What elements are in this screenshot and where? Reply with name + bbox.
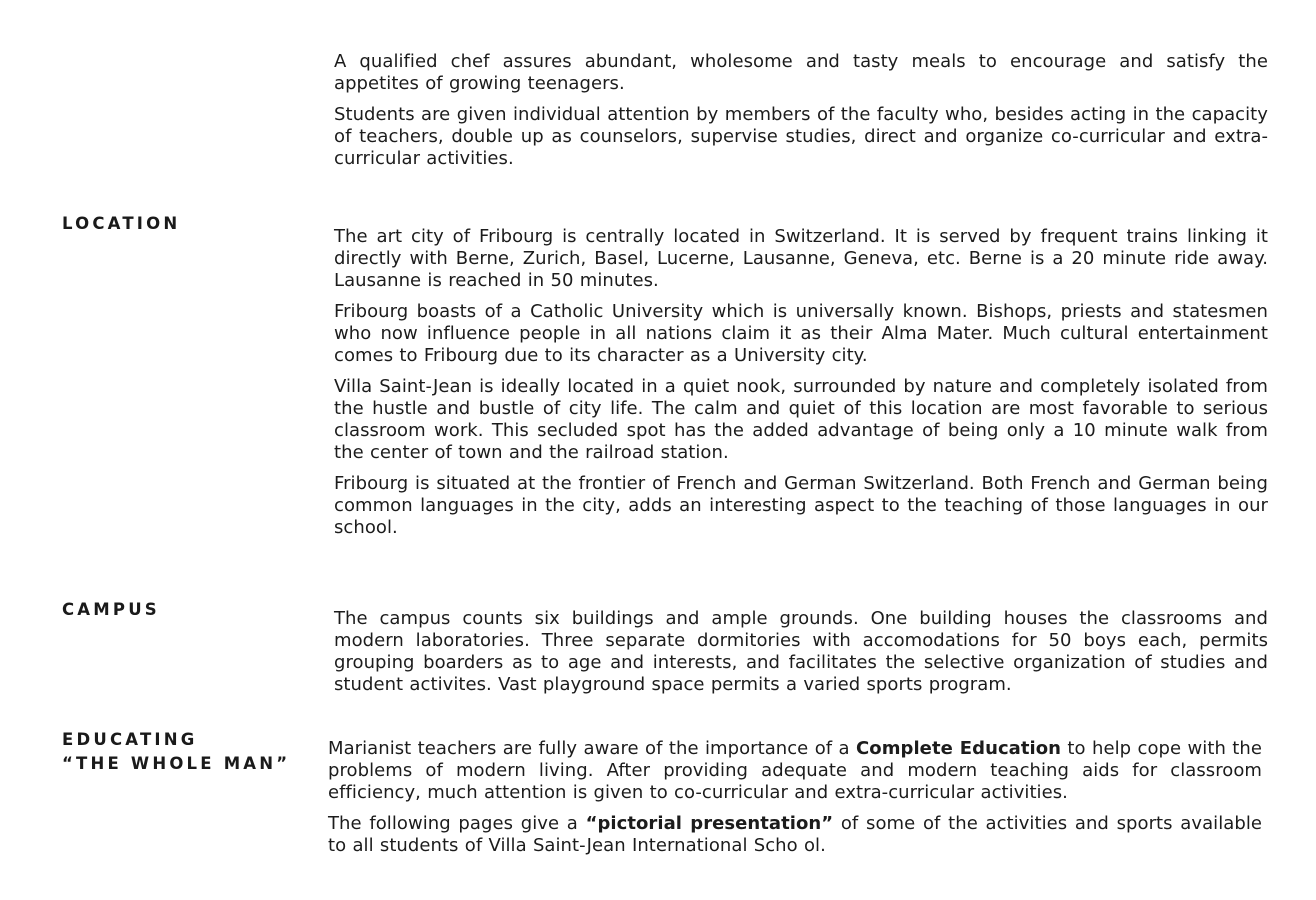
location-paragraph-university: Fribourg boasts of a Catholic University which is universally known. Bishops, priests and statesmen who now influence people in all nations claim it as their Alma Mater. Much cultural entertainment comes to Fribourg due to its character as a University city. xyxy=(334,301,1268,366)
pictorial-presentation-emphasis: “pictorial presentation” xyxy=(585,813,834,834)
intro-paragraph-faculty: Students are given individual attention by members of the faculty who, besides acting in the capacity of teachers, double up as counselors, supervise studies, direct and organize co-curricular and extra-curricular activities. xyxy=(334,104,1268,169)
educating-p1-after: to help cope with the problems of modern living. After providing adequate and modern teaching aids for classroom efficiency, much attention is given to co-curricular and extra-curricular activities. xyxy=(328,738,1263,803)
educating-body xyxy=(328,738,1262,857)
intro-paragraph-meals: A qualified chef assures abundant, wholesome and tasty meals to encourage and satisfy the appetites of growing teenagers. xyxy=(334,51,1268,94)
location-paragraph-languages: Fribourg is situated at the frontier of French and German Switzerland. Both French and German being common languages in the city, adds an interesting aspect to the teaching of those languages in our school. xyxy=(334,473,1268,538)
educating-heading-line2: “THE WHOLE MAN” xyxy=(62,754,291,773)
location-heading-text: LOCATION xyxy=(62,214,181,233)
location-heading xyxy=(62,212,322,236)
educating-p2-after: of some of the activities and sports available to all students of Villa Saint-Jean International Scho ol. xyxy=(328,813,1262,856)
location-paragraph-villa: Villa Saint-Jean is ideally located in a quiet nook, surrounded by nature and completely isolated from the hustle and bustle of city life. The calm and quiet of this location are most favorable to serious classroom work. This secluded spot has the added advantage of being only a 10 minute walk from the center of town and the railroad station. xyxy=(334,376,1268,463)
campus-body xyxy=(334,608,1268,696)
campus-heading xyxy=(62,598,322,622)
educating-p1-before: Marianist teachers are fully aware of the importance of a xyxy=(328,738,857,759)
location-body xyxy=(334,226,1268,539)
campus-paragraph: The campus counts six buildings and ample grounds. One building houses the classrooms and modern laboratories. Three separate dormitories with accomodations for 50 boys each, permits grouping boarders as to age and interests, and facilitates the selective organization of studies and student activites. Vast playground space permits a varied sports program. xyxy=(334,608,1268,695)
educating-heading-line1: EDUCATING xyxy=(62,730,198,749)
educating-paragraph-complete-education xyxy=(328,738,1262,804)
educating-paragraph-pictorial xyxy=(328,813,1262,857)
educating-heading xyxy=(62,728,322,776)
location-paragraph-trains: The art city of Fribourg is centrally located in Switzerland. It is served by frequent trains linking it directly with Berne, Zurich, Basel, Lucerne, Lausanne, Geneva, etc. Berne is a 20 minute ride away. Lausanne is reached in 50 minutes. xyxy=(334,226,1268,291)
educating-p2-before: The following pages give a xyxy=(328,813,586,834)
campus-heading-text: CAMPUS xyxy=(62,600,160,619)
intro-body xyxy=(334,51,1268,170)
complete-education-emphasis: Complete Education xyxy=(856,738,1062,759)
